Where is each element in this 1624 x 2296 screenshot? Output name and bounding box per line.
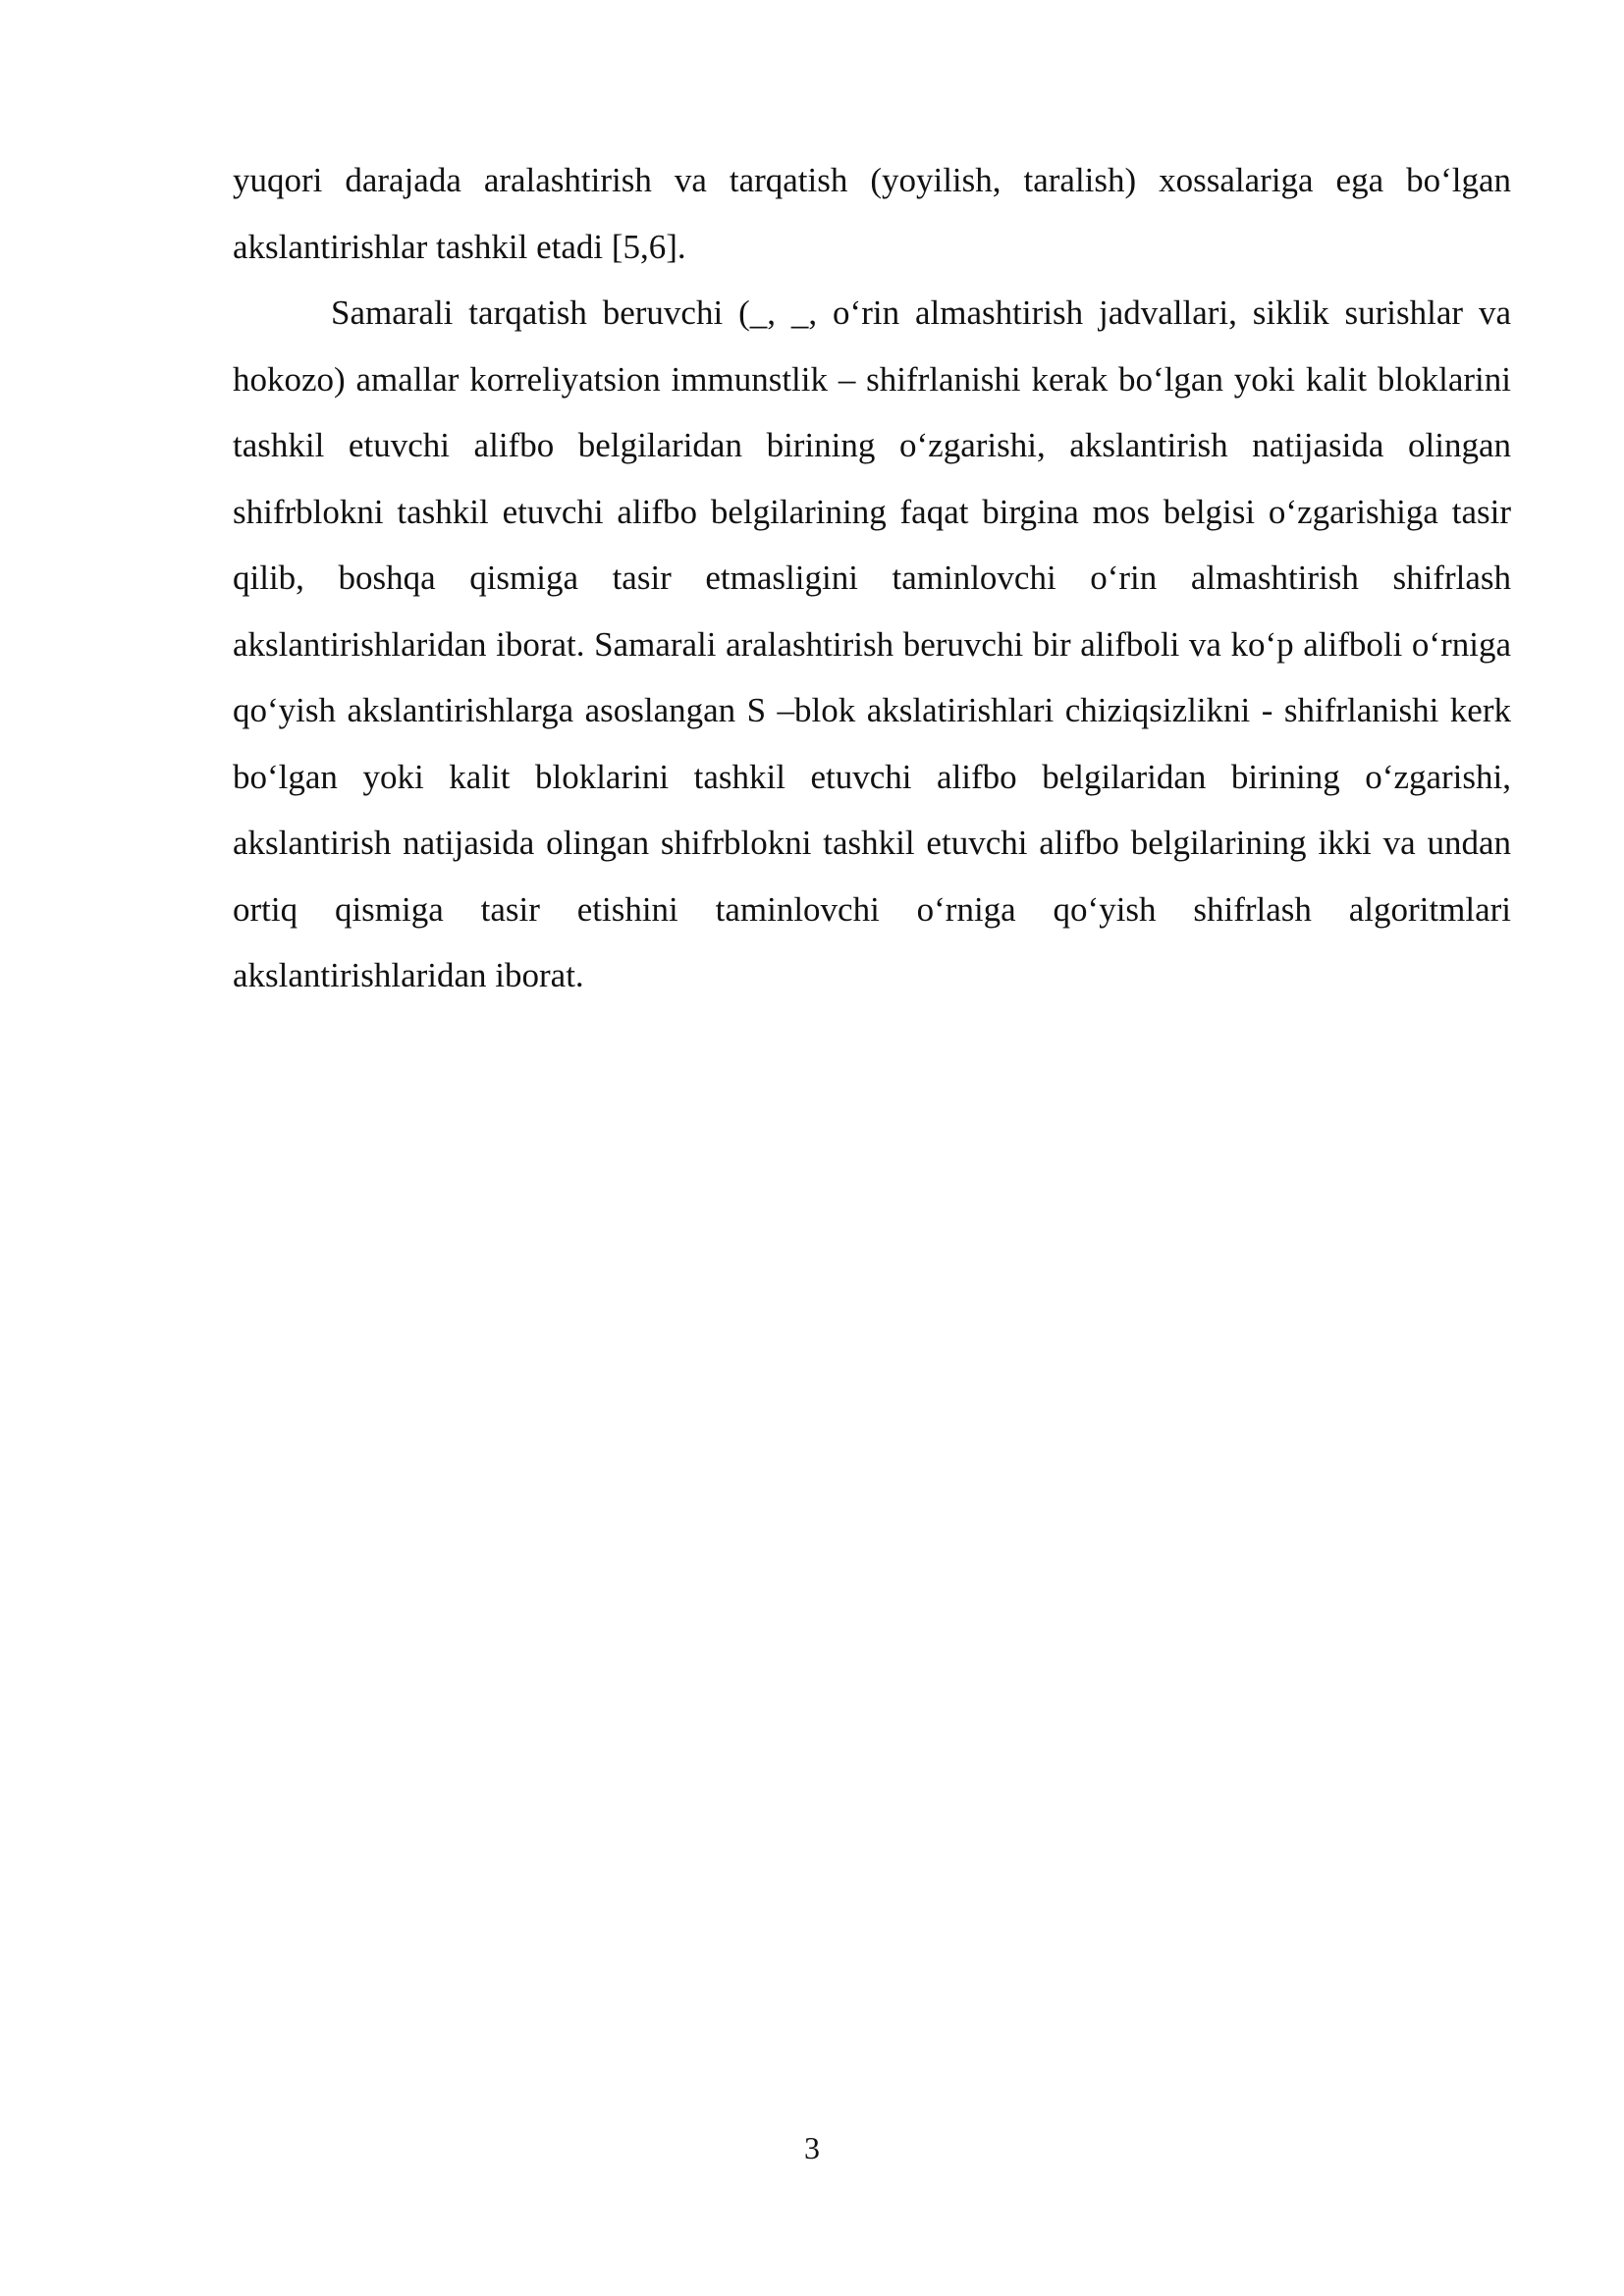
page-number: 3 [804,2130,820,2165]
paragraph-continuation: yuqori darajada aralashtirish va tarqatish (yoyilish, taralish) xossalariga ega bo‘lgan akslantirishlar tashkil etadi [5,6]. [233,161,1511,266]
body-text [233,147,1511,1009]
paragraph-samarali: Samarali tarqatish beruvchi (_, _, o‘rin almashtirish jadvallari, siklik surishlar va hokozo) amallar korreliyatsion immunstlik – shifrlanishi kerak bo‘lgan yoki kalit bloklarini tashkil etuvchi alifbo belgilaridan birining o‘zgarishi, akslantirish natijasida olingan shifrblokni tashkil etuvchi alifbo belgilarining faqat birgina mos belgisi o‘zgarishiga tasir qilib, boshqa qismiga tasir etmasligini taminlovchi o‘rin almashtirish shifrlash akslantirishlaridan iborat. Samarali aralashtirish beruvchi bir alifboli va ko‘p alifboli o‘rniga qo‘yish akslantirishlarga asoslangan S –blok akslatirishlari chiziqsizlikni - shifrlanishi kerk bo‘lgan yoki kalit bloklarini tashkil etuvchi alifbo belgilaridan birining o‘zgarishi, akslantirish natijasida olingan shifrblokni tashkil etuvchi alifbo belgilarining ikki va undan ortiq qismiga tasir etishini taminlovchi o‘rniga qo‘yish shifrlash algoritmlari akslantirishlaridan iborat. [233,294,1511,994]
